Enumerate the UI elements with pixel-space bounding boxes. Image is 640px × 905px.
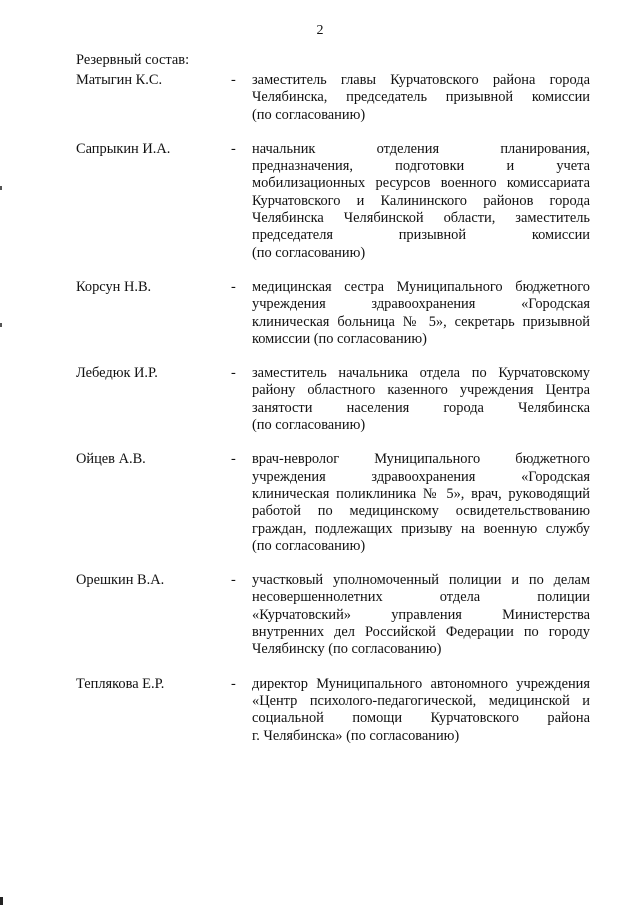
position-line: заместитель начальника отдела по Курчатовскому xyxy=(252,365,590,382)
position-line: Челябинску (по согласованию) xyxy=(252,641,442,658)
member-list xyxy=(76,72,590,745)
position-line: «Центр психолого-педагогической, медицинской и xyxy=(252,692,590,709)
position-line: комиссии (по согласованию) xyxy=(252,330,427,347)
member-position xyxy=(252,676,590,745)
scan-edge-mark xyxy=(0,323,2,327)
position-line: (по согласованию) xyxy=(252,417,366,434)
scan-edge-mark xyxy=(0,897,3,905)
position-line: г. Челябинска» (по согласованию) xyxy=(252,727,460,744)
position-line: Челябинска Челябинской области, заместитель xyxy=(252,210,590,227)
reserve-composition-heading: Резервный состав: xyxy=(76,52,190,68)
member-name: Ойцев А.В. xyxy=(76,451,146,468)
position-line: (по согласованию) xyxy=(252,244,366,261)
position-line: предназначения, подготовки и учета xyxy=(252,158,590,175)
member-name: Сапрыкин И.А. xyxy=(76,140,171,157)
position-line: району областного казенного учреждения Центра xyxy=(252,382,590,399)
position-line: «Курчатовский» управления Министерства xyxy=(252,606,590,623)
member-position xyxy=(252,72,590,124)
member-entry xyxy=(76,365,590,434)
dash-separator: - xyxy=(231,72,236,88)
member-position xyxy=(252,451,590,555)
position-line: учреждения здравоохранения «Городская xyxy=(252,296,590,313)
dash-separator: - xyxy=(231,675,236,692)
dash-separator: - xyxy=(231,365,236,382)
member-name: Орешкин В.А. xyxy=(76,572,165,589)
member-entry xyxy=(76,72,590,124)
position-line: внутренних дел Российской Федерации по городу xyxy=(252,624,590,641)
member-position xyxy=(252,365,590,434)
position-line: занятости населения города Челябинска xyxy=(252,399,590,416)
position-line: начальник отделения планирования, xyxy=(252,140,590,157)
member-entry xyxy=(76,141,590,262)
position-line: социальной помощи Курчатовского района xyxy=(252,710,590,727)
dash-separator: - xyxy=(231,278,236,295)
position-line: врач-невролог Муниципального бюджетного xyxy=(252,451,590,468)
member-position xyxy=(252,572,590,658)
scan-edge-mark xyxy=(0,186,2,190)
member-name: Матыгин К.С. xyxy=(76,72,163,88)
page-number: 2 xyxy=(316,23,324,38)
position-line: (по согласованию) xyxy=(252,106,366,123)
position-line: клиническая поликлиника № 5», врач, руководящий xyxy=(252,485,590,502)
member-position xyxy=(252,141,590,262)
position-line: медицинская сестра Муниципального бюджетного xyxy=(252,278,590,295)
position-line: участковый уполномоченный полиции и по делам xyxy=(252,572,590,589)
position-line: (по согласованию) xyxy=(252,537,366,554)
position-line: граждан, подлежащих призыву на военную службу xyxy=(252,520,590,537)
dash-separator: - xyxy=(231,451,236,468)
position-line: клиническая больница № 5», секретарь призывной xyxy=(252,313,590,330)
member-entry xyxy=(76,572,590,658)
dash-separator: - xyxy=(231,140,236,157)
position-line: несовершеннолетних отдела полиции xyxy=(252,589,590,606)
position-line: директор Муниципального автономного учреждения xyxy=(252,675,590,692)
member-position xyxy=(252,279,590,348)
position-line: работой по медицинскому освидетельствованию xyxy=(252,503,590,520)
member-entry xyxy=(76,451,590,555)
dash-separator: - xyxy=(231,572,236,589)
position-line: председателя призывной комиссии xyxy=(252,227,590,244)
position-line: Курчатовского и Калининского районов города xyxy=(252,192,590,209)
member-name: Теплякова Е.Р. xyxy=(76,675,165,692)
position-line: Челябинска, председатель призывной комиссии xyxy=(252,89,590,106)
member-name: Корсун Н.В. xyxy=(76,278,152,295)
position-line: учреждения здравоохранения «Городская xyxy=(252,468,590,485)
position-line: заместитель главы Курчатовского района города xyxy=(252,72,590,88)
member-name: Лебедюк И.Р. xyxy=(76,365,158,382)
position-line: мобилизационных ресурсов военного комиссариата xyxy=(252,175,590,192)
member-entry xyxy=(76,279,590,348)
member-entry xyxy=(76,676,590,745)
